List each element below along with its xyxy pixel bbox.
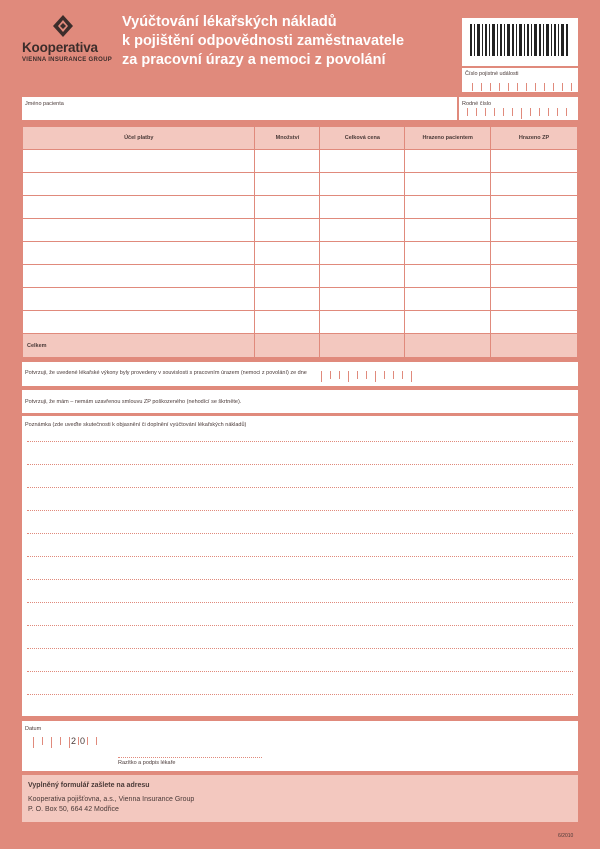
table-row: [23, 311, 578, 334]
table-cell[interactable]: [255, 219, 320, 242]
table-row: [23, 173, 578, 196]
table-row: [23, 196, 578, 219]
date-year-digit-0: 0: [80, 736, 86, 746]
table-cell[interactable]: [320, 196, 405, 219]
logo-mark-icon: [52, 14, 74, 38]
col-header-paid-by-insurer: Hrazeno ZP: [491, 127, 578, 150]
barcode-icon: [462, 18, 578, 66]
date-signature-field[interactable]: [22, 721, 578, 771]
form-version: 6/2010: [558, 833, 574, 839]
date-year-digit-2: 2: [71, 736, 77, 746]
total-row: [23, 334, 578, 358]
mailing-address-line-2: P. O. Box 50, 664 42 Modřice: [28, 806, 119, 813]
table-cell[interactable]: [23, 196, 255, 219]
date-ticks: [33, 737, 105, 748]
total-cell: [255, 334, 320, 358]
logo-subtitle: VIENNA INSURANCE GROUP: [22, 57, 113, 63]
form-title: [122, 13, 442, 70]
birth-number-label: Rodné číslo: [462, 101, 492, 107]
title-line-1: Vyúčtování lékařských nákladů: [122, 14, 337, 30]
table-cell[interactable]: [23, 265, 255, 288]
table-cell[interactable]: [320, 311, 405, 334]
date-label: Datum: [25, 726, 42, 732]
mailing-address-line-1: Kooperativa pojišťovna, a.s., Vienna Insurance Group: [28, 796, 195, 803]
table-cell[interactable]: [23, 311, 255, 334]
col-header-purpose: Účel platby: [23, 127, 255, 150]
note-line: [27, 625, 573, 626]
note-line: [27, 648, 573, 649]
injury-date-ticks: [321, 371, 420, 382]
note-label: Poznámka (zde uveďte skutečnosti k objasnění či doplnění vyúčtování lékařských nákladů): [25, 422, 247, 428]
table-cell[interactable]: [320, 265, 405, 288]
barcode-box: [462, 18, 578, 66]
table-cell[interactable]: [255, 265, 320, 288]
table-cell[interactable]: [255, 173, 320, 196]
table-cell[interactable]: [320, 150, 405, 173]
birth-number-ticks: [467, 108, 575, 119]
contract-confirm-label: Potvrzuji, že mám – nemám uzavřenou smlouvu ZP poškozeného (nehodící se škrtněte).: [25, 399, 242, 405]
total-cell[interactable]: [320, 334, 405, 358]
table-cell[interactable]: [255, 242, 320, 265]
table-header-row: [23, 127, 578, 150]
table-cell[interactable]: [320, 219, 405, 242]
policy-number-ticks: [472, 83, 580, 91]
table-cell[interactable]: [491, 150, 578, 173]
table-cell[interactable]: [405, 219, 491, 242]
mailing-address-title: Vyplněný formulář zašlete na adresu: [28, 782, 150, 789]
signature-line: [118, 757, 262, 758]
table-cell[interactable]: [23, 288, 255, 311]
title-line-2: k pojištění odpovědnosti zaměstnavatele: [122, 33, 405, 49]
note-line: [27, 556, 573, 557]
signature-label: Razítko a podpis lékaře: [118, 760, 176, 766]
note-line: [27, 579, 573, 580]
table-cell[interactable]: [23, 219, 255, 242]
table-cell[interactable]: [491, 242, 578, 265]
patient-name-label: Jméno pacienta: [25, 101, 64, 107]
table-cell[interactable]: [255, 150, 320, 173]
injury-date-label: Potvrzuji, že uvedené lékařské výkony byly provedeny v souvislosti s pracovním úrazem (nemoci z povolání) ze dne: [25, 370, 307, 376]
total-label: Celkem: [23, 334, 255, 358]
note-line: [27, 533, 573, 534]
col-header-paid-by-patient: Hrazeno pacientem: [405, 127, 491, 150]
table-row: [23, 150, 578, 173]
contract-confirm-field[interactable]: [22, 390, 578, 413]
table-row: [23, 288, 578, 311]
note-line: [27, 602, 573, 603]
table-cell[interactable]: [23, 173, 255, 196]
table-cell[interactable]: [320, 242, 405, 265]
table-cell[interactable]: [320, 173, 405, 196]
note-line: [27, 464, 573, 465]
policy-number-field[interactable]: [462, 68, 578, 92]
table-cell[interactable]: [23, 150, 255, 173]
table-cell[interactable]: [405, 265, 491, 288]
note-line: [27, 671, 573, 672]
table-row: [23, 219, 578, 242]
note-line: [27, 441, 573, 442]
mailing-address-box: [22, 775, 578, 822]
table-cell[interactable]: [491, 196, 578, 219]
policy-number-label: Číslo pojistné události: [465, 71, 519, 77]
table-cell[interactable]: [255, 311, 320, 334]
payment-table: [22, 126, 578, 358]
table-cell[interactable]: [405, 173, 491, 196]
note-line: [27, 694, 573, 695]
table-cell[interactable]: [491, 265, 578, 288]
table-row: [23, 242, 578, 265]
table-cell[interactable]: [405, 311, 491, 334]
col-header-quantity: Množství: [255, 127, 320, 150]
logo-name: Kooperativa: [22, 40, 98, 55]
table-cell[interactable]: [255, 196, 320, 219]
table-cell[interactable]: [491, 219, 578, 242]
table-cell[interactable]: [255, 288, 320, 311]
table-cell[interactable]: [405, 196, 491, 219]
table-cell[interactable]: [405, 288, 491, 311]
birth-number-field[interactable]: [459, 97, 578, 120]
col-header-total-price: Celková cena: [320, 127, 405, 150]
patient-name-field[interactable]: [22, 97, 457, 120]
table-cell[interactable]: [405, 150, 491, 173]
note-line: [27, 510, 573, 511]
total-cell[interactable]: [491, 334, 578, 358]
table-cell[interactable]: [491, 311, 578, 334]
total-cell[interactable]: [405, 334, 491, 358]
table-cell[interactable]: [320, 288, 405, 311]
title-line-3: za pracovní úrazy a nemoci z povolání: [122, 52, 386, 68]
kooperativa-logo: [22, 14, 112, 74]
note-line: [27, 487, 573, 488]
table-cell[interactable]: [491, 288, 578, 311]
table-cell[interactable]: [491, 173, 578, 196]
table-row: [23, 265, 578, 288]
table-cell[interactable]: [405, 242, 491, 265]
injury-date-field[interactable]: [22, 362, 578, 386]
table-cell[interactable]: [23, 242, 255, 265]
